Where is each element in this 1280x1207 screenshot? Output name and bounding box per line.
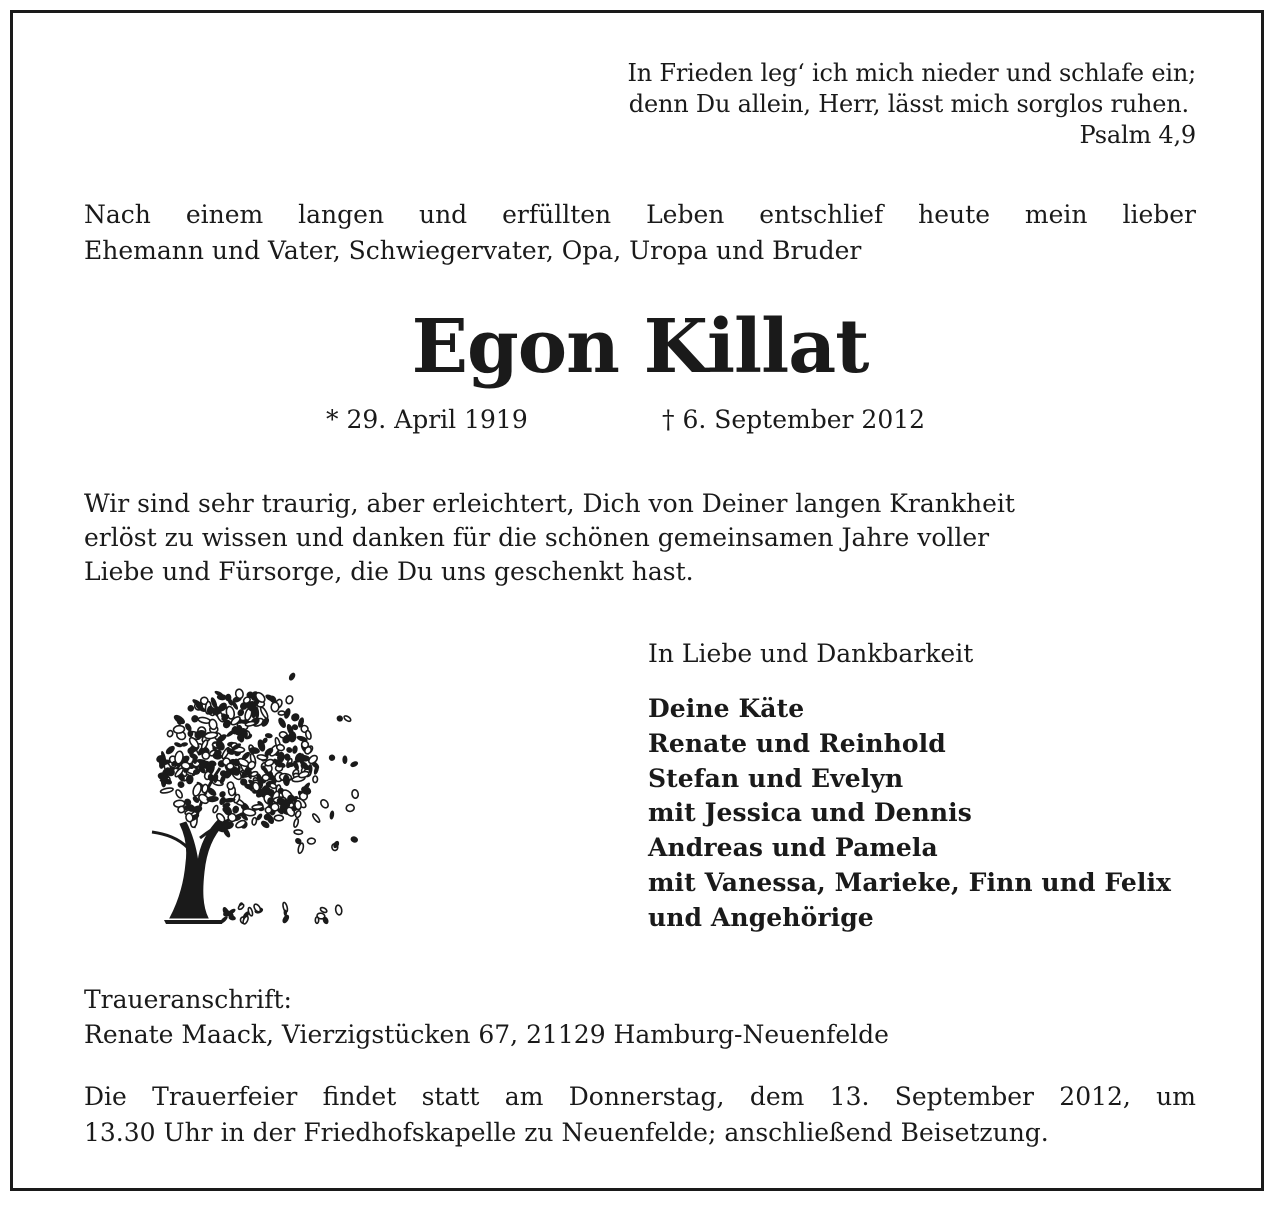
intro-line: Ehemann und Vater, Schwiegervater, Opa, Uropa und Bruder bbox=[84, 236, 862, 265]
windblown-tree-icon bbox=[128, 648, 368, 938]
mourning-line: Wir sind sehr traurig, aber erleichtert, Dich von Deiner langen Krankheit bbox=[84, 489, 1015, 518]
family-line: mit Jessica und Dennis bbox=[648, 798, 972, 828]
family-line: Andreas und Pamela bbox=[648, 833, 938, 863]
family-line: Stefan und Evelyn bbox=[648, 763, 904, 793]
ceremony-info bbox=[84, 1079, 1196, 1151]
mourning-address: Renate Maack, Vierzigstücken 67, 21129 Hamburg-Neuenfelde bbox=[84, 1020, 889, 1049]
ceremony-line: 13.30 Uhr in der Friedhofskapelle zu Neuenfelde; anschließend Beisetzung. bbox=[84, 1118, 1049, 1147]
verse-line: In Frieden leg‘ ich mich nieder und schlafe ein; bbox=[627, 59, 1196, 87]
intro-line: Nach einem langen und erfüllten Leben entschlief heute mein lieber bbox=[84, 200, 1196, 229]
closing-phrase: In Liebe und Dankbarkeit bbox=[648, 639, 974, 668]
mourning-line: Liebe und Fürsorge, die Du uns geschenkt hast. bbox=[84, 557, 694, 586]
family-list bbox=[648, 692, 1171, 936]
intro-text bbox=[84, 197, 1196, 269]
psalm-verse bbox=[496, 58, 1196, 151]
family-line: mit Vanessa, Marieke, Finn und Felix bbox=[648, 867, 1172, 897]
address-label: Traueranschrift: bbox=[84, 985, 292, 1014]
mourning-text bbox=[84, 487, 1234, 589]
death-date: † 6. September 2012 bbox=[662, 405, 926, 434]
verse-reference: Psalm 4,9 bbox=[1079, 121, 1196, 149]
mourning-line: erlöst zu wissen und danken für die schönen gemeinsamen Jahre voller bbox=[84, 523, 990, 552]
birth-date: * 29. April 1919 bbox=[326, 405, 528, 434]
deceased-name: Egon Killat bbox=[411, 304, 869, 390]
family-line: Renate und Reinhold bbox=[648, 728, 946, 758]
ceremony-line: Die Trauerfeier findet statt am Donnerstag, dem 13. September 2012, um bbox=[84, 1082, 1196, 1111]
family-line: Deine Käte bbox=[648, 694, 805, 723]
family-line: und Angehörige bbox=[648, 902, 874, 932]
verse-line: denn Du allein, Herr, lässt mich sorglos ruhen. bbox=[628, 90, 1189, 118]
